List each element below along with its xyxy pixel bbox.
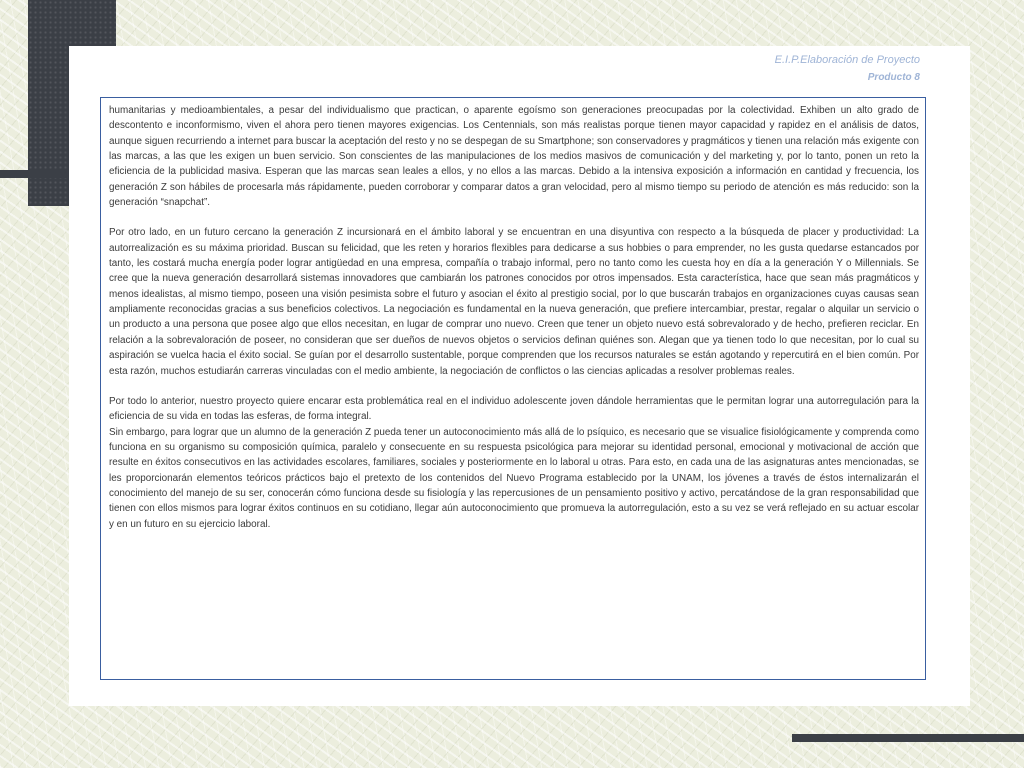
document-text-box: [100, 97, 926, 680]
header-title: E.I.P.Elaboración de Proyecto: [774, 54, 920, 66]
paragraph-4: Sin embargo, para lograr que un alumno de la generación Z pueda tener un autoconocimiento más allá de lo psíquico, es necesario que se visualice fisiológicamente y comprenda como funciona en su organismo su composición química, paralelo y consecuente en su respuesta psicológica para mejorar su identidad personal, emocional y motivacional de acción que resulte en éxitos consecutivos en las actividades escolares, familiares, sociales y posteriormente en lo laboral u otras. Para esto, en cada una de las asignaturas antes mencionadas, se les proporcionarán elementos teóricos prácticos bajo el pretexto de los contenidos del Nuevo Programa establecido por la UNAM, los jóvenes a través de éstos internalizarán el conocimiento del manejo de su ser, conocerán cómo funciona desde su fisiología y las repercusiones de un pensamiento positivo y activo, percatándose de la gran responsabilidad que tienen con ellos mismos para lograr éxitos continuos en su cotidiano, llegar aún autoconocimiento que promueva la autorregulación, esto a su vez se verá reflejado en su actuar escolar y en un futuro en su ejercicio laboral.: [109, 426, 919, 530]
paragraph-1: humanitarias y medioambientales, a pesar del individualismo que practican, o aparente egoísmo son generaciones preocupadas por la colectividad. Exhiben un alto grado de descontento e inconformismo, viven el ahora pero tienen mayores exigencias. Los Centennials, son más realistas porque tienen mayor capacidad y rapidez en el análisis de datos, aunque siguen recurriendo a internet para buscar la aceptación del resto y no se despegan de su Smartphone; son conservadores y pragmáticos y tienen una relación más exigente con las marcas, a las que les exigen un buen servicio. Son conscientes de las manipulaciones de los medios masivos de comunicación y del marketing y, por lo tanto, ponen un reto la eficiencia de la publicidad masiva. Esperan que las marcas sean leales a ellos, y no ellos a las marcas. Debido a la intensiva exposición a información en cantidad y frecuencia, los generación Z son hábiles de procesarla más rápidamente, pueden corroborar y comparar datos a gran velocidad, pero al mismo tiempo su periodo de atención es más reducido: son la generación “snapchat”.: [109, 105, 919, 209]
paragraph-3: Por todo lo anterior, nuestro proyecto quiere encarar esta problemática real en el individuo adolescente joven dándole herramientas que le permitan lograr una autorregulación para la eficiencia de su vida en todas las esferas, de forma integral.: [109, 395, 919, 423]
header-subtitle: Producto 8: [867, 72, 920, 83]
paragraph-2: Por otro lado, en un futuro cercano la generación Z incursionará en el ámbito laboral y se encuentran en una disyuntiva con respecto a la búsqueda de placer y productividad: La autorrealización es su máxima prioridad. Buscan su felicidad, que les reten y horarios flexibles para dedicarse a sus hobbies o para emprender, no les gusta quedarse estancados por tanto, les costará mucha energía poder lograr antigüedad en una empresa, compañía o trabajo informal, pero no tanto como les cuesta hoy en día a la generación Y o Millennials. Se cree que la nueva generación desarrollará sistemas innovadores que cambiarán los patrones conocidos por otros impensados. Esta característica, hace que sean más pragmáticos y menos idealistas, al mismo tiempo, poseen una visión pesimista sobre el futuro y asocian el éxito al prestigio social, por lo que buscarán trabajos en organizaciones cuyas causas sean ampliamente reconocidas gracias a sus beneficios colectivos. La negociación es fundamental en la nueva generación, que prefiere intercambiar, prestar, regalar o alquilar un servicio o un producto a una persona que posee algo que ellos necesitan, en lugar de comprar uno nuevo. Creen que tener un objeto nuevo está sobrevalorado y de hecho, prefieren reciclar. En relación a la sobrevaloración de poseer, no consideran que ser dueños de nuevos objetos o servicios definan quiénes son. Alegan que ya tienen todo lo que necesitan, por lo cual su aspiración se vuelca hacia el éxito social. Se guían por el desarrollo sustentable, porque comprenden que los recursos naturales se están agotando y repercutirá en el bien común. Por esta razón, muchos estudiarán carreras vinculadas con el medio ambiente, la negociación de conflictos o las ciencias aplicadas a resolver problemas reales.: [109, 227, 919, 377]
decorative-bottom-bar: [792, 734, 1024, 742]
slide-page: [69, 46, 970, 706]
decorative-left-bar: [0, 170, 68, 178]
